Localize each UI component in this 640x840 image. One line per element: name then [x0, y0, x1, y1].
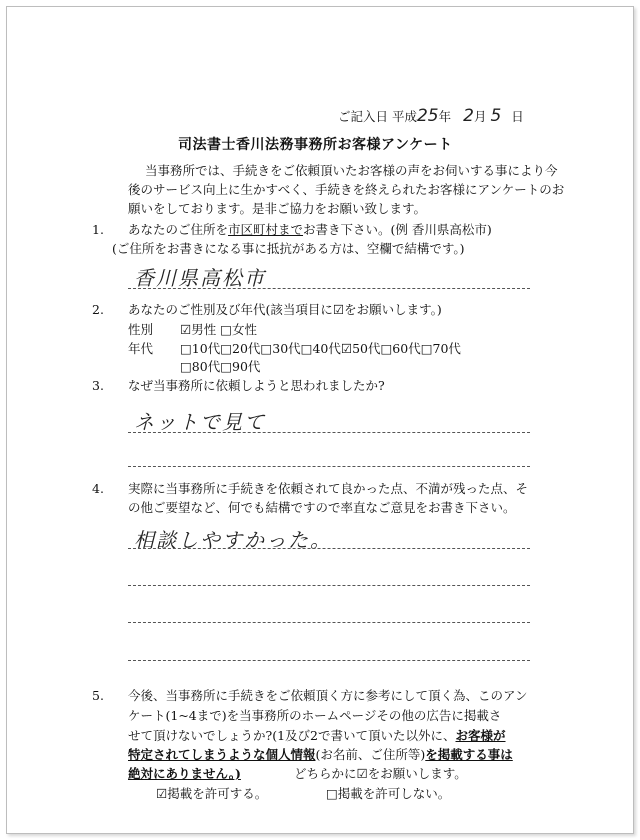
q4-answer-line-3	[128, 622, 530, 623]
q5-line-4	[128, 747, 513, 763]
gender-label: 性別	[128, 322, 154, 337]
q2-number: 2.	[92, 302, 104, 317]
intro-line-2: 後のサービス向上に生かすべく、手続きを終えられたお客様にアンケートのお	[128, 182, 565, 197]
age-options-row-1: □10代□20代□30代□40代☑50代□60代□70代	[180, 341, 461, 356]
q1-text-a: あなたのご住所を	[128, 222, 229, 237]
q4-answer: 相談しやすかった。	[134, 528, 332, 552]
q1-text-b: お書き下さい。(例 香川県高松市)	[303, 222, 492, 237]
q5-line-4-bold-2: を掲載する事は	[425, 747, 513, 762]
year-handwritten: 25	[416, 106, 439, 126]
q4-answer-line-1	[128, 548, 530, 549]
q1-answer: 香川県高松市	[134, 266, 266, 290]
q2-text: あなたのご性別及び年代(該当項目に☑をお願いします。)	[128, 302, 442, 317]
day-unit: 日	[511, 109, 524, 124]
day-handwritten: 5	[490, 106, 502, 126]
q4-answer-line-4	[128, 660, 530, 661]
q1-note: (ご住所をお書きになる事に抵抗がある方は、空欄で結構です。)	[112, 241, 465, 256]
q1-text	[128, 222, 492, 238]
age-options-row-2: □80代□90代	[180, 359, 261, 374]
age-label: 年代	[128, 341, 154, 356]
q5-line-5	[128, 766, 241, 782]
year-unit: 年	[438, 109, 452, 124]
q4-line-1: 実際に当事務所に手続きを依頼されて良かった点、不満が残った点、そ	[128, 481, 529, 496]
q5-number: 5.	[92, 688, 104, 703]
q5-line-4-b: (お名前、ご住所等)	[315, 747, 426, 762]
option-deny-publish: □掲載を許可しない。	[326, 786, 451, 801]
intro-line-3: 願いをしております。是非ご協力をお願い致します。	[128, 201, 427, 216]
q5-line-5-bold: 絶対にありません。)	[128, 766, 241, 781]
month-unit: 月	[473, 109, 487, 124]
q4-line-2: の他ご要望など、何でも結構ですので率直なご意見をお書き下さい。	[128, 500, 516, 515]
q3-answer-line-2	[128, 466, 530, 467]
intro-line-1: 当事務所では、手続きをご依頼頂いたお客様の声をお伺いする事により今	[145, 163, 558, 178]
gender-options: ☑男性 □女性	[180, 322, 257, 337]
month-handwritten: 2	[463, 106, 474, 126]
q5-line-3	[128, 728, 506, 744]
q4-answer-line-2	[128, 585, 530, 586]
q5-line-1: 今後、当事務所に手続きをご依頼頂く方に参考にして頂く為、このアン	[128, 688, 528, 703]
q3-text: なぜ当事務所に依頼しようと思われましたか?	[128, 378, 385, 393]
q1-text-underlined: 市区町村まで	[228, 222, 304, 237]
q5-line-2: ケート(1~4まで)を当事務所のホームページその他の広告に掲載さ	[128, 708, 502, 723]
option-allow-publish: ☑掲載を許可する。	[156, 786, 268, 801]
q4-number: 4.	[92, 481, 104, 496]
date-label: ご記入日 平成	[338, 109, 417, 124]
q1-answer-line	[128, 288, 530, 289]
q3-answer: ネットで見て	[134, 410, 266, 434]
date-line	[338, 108, 524, 125]
q3-number: 3.	[92, 378, 104, 393]
q1-number: 1.	[92, 222, 104, 237]
q3-answer-line-1	[128, 432, 530, 433]
q5-line-4-bold: 特定されてしまうような個人情報	[128, 747, 316, 762]
survey-title: 司法書士香川法務事務所お客様アンケート	[178, 137, 453, 153]
q5-line-3-bold: お客様が	[455, 728, 506, 743]
q5-line-3-a: せて頂けないでしょうか?(1及び2で書いて頂いた以外に、	[128, 728, 456, 743]
q5-choose-instruction: どちらかに☑をお願いします。	[294, 766, 467, 781]
